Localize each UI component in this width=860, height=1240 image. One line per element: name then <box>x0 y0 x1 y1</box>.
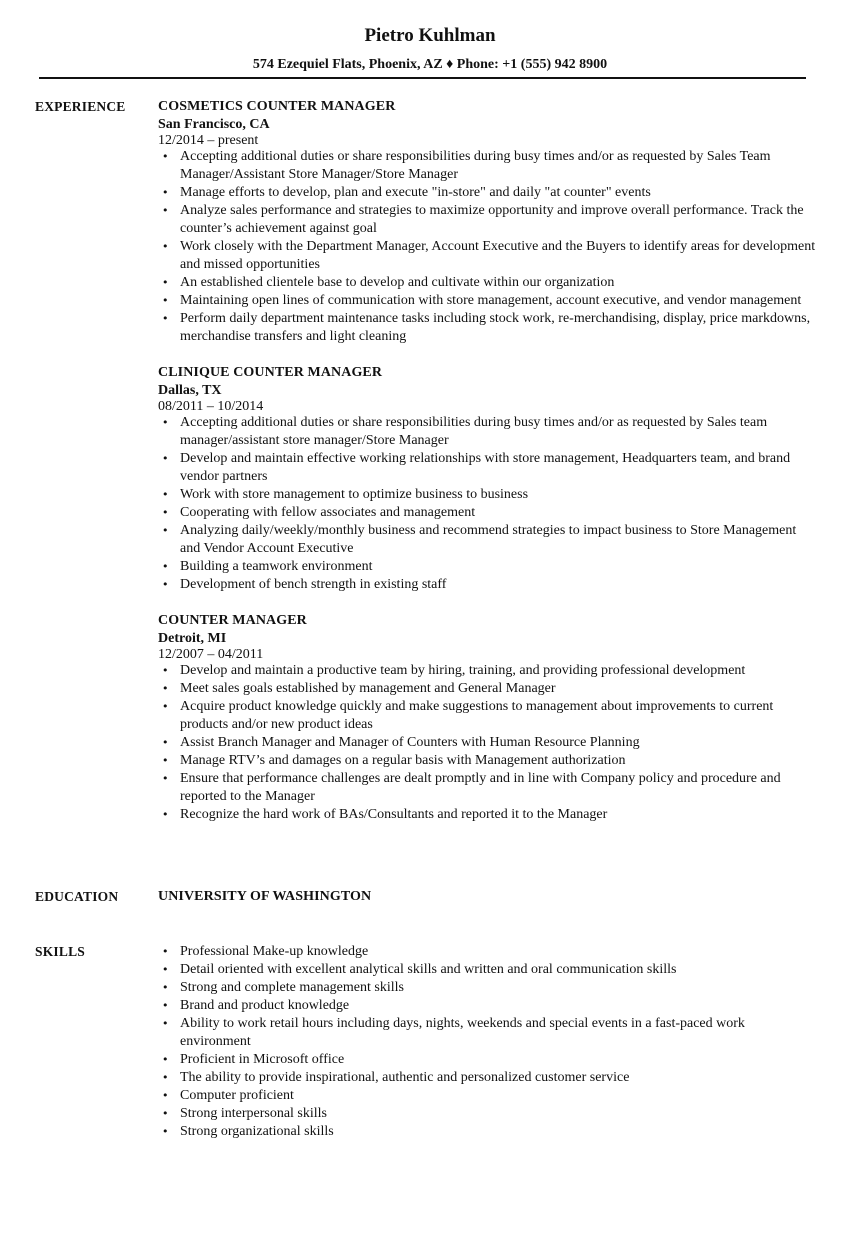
education-body <box>158 888 818 906</box>
job-bullet: • Meet sales goals established by management and General Manager <box>158 680 818 698</box>
job-title: COSMETICS COUNTER MANAGER <box>158 99 396 114</box>
job-bullet: • Perform daily department maintenance tasks including stock work, re-merchandising, display, price markdowns, merchandise transfers and light cleaning <box>158 310 818 346</box>
job-location: San Francisco, CA <box>158 117 270 132</box>
skill-item: • Professional Make-up knowledge <box>158 943 818 961</box>
skill-item: • Strong and complete management skills <box>158 979 818 997</box>
job-bullet: • An established clientele base to develop and cultivate within our organization <box>158 274 818 292</box>
job-bullet: • Work closely with the Department Manager, Account Executive and the Buyers to identify areas for development and missed opportunities <box>158 238 818 274</box>
job-bullet: • Acquire product knowledge quickly and make suggestions to management about improvements to current products and/or new product ideas <box>158 698 818 734</box>
skill-item: • Brand and product knowledge <box>158 997 818 1015</box>
skill-item: • Computer proficient <box>158 1087 818 1105</box>
section-label-experience: EXPERIENCE <box>35 99 126 114</box>
job-bullets <box>158 148 818 346</box>
header-divider <box>39 77 806 79</box>
skills-list <box>158 943 818 1141</box>
job-dates: 12/2014 – present <box>158 133 259 148</box>
job-title: CLINIQUE COUNTER MANAGER <box>158 365 383 380</box>
candidate-name: Pietro Kuhlman <box>364 25 496 46</box>
skill-item: • Strong organizational skills <box>158 1123 818 1141</box>
job-bullet: • Assist Branch Manager and Manager of Counters with Human Resource Planning <box>158 734 818 752</box>
job-dates: 12/2007 – 04/2011 <box>158 647 264 662</box>
contact-line: 574 Ezequiel Flats, Phoenix, AZ ♦ Phone: +1 (555) 942 8900 <box>252 57 608 72</box>
job-bullet: • Develop and maintain a productive team by hiring, training, and providing professional development <box>158 662 818 680</box>
job-bullet: • Cooperating with fellow associates and management <box>158 504 818 522</box>
job-bullets <box>158 662 818 824</box>
job-bullet: • Accepting additional duties or share responsibilities during busy times and/or as requested by Sales team manager/assistant store manager/Store Manager <box>158 414 818 450</box>
job-bullet: • Manage RTV’s and damages on a regular basis with Management authorization <box>158 752 818 770</box>
job-bullet: • Accepting additional duties or share responsibilities during busy times and/or as requested by Sales Team Manager/Assistant Store Manager/Store Manager <box>158 148 818 184</box>
job-bullet: • Maintaining open lines of communication with store management, account executive, and vendor management <box>158 292 818 310</box>
skills-body <box>158 943 818 1141</box>
job-bullet: • Recognize the hard work of BAs/Consultants and reported it to the Manager <box>158 806 818 824</box>
job-bullet: • Analyze sales performance and strategies to maximize opportunity and improve overall performance. Track the counter’s achievement against goal <box>158 202 818 238</box>
job-location: Dallas, TX <box>158 383 222 398</box>
resume-header <box>0 24 860 74</box>
job-bullet: • Manage efforts to develop, plan and execute "in-store" and daily "at counter" events <box>158 184 818 202</box>
section-label-skills: SKILLS <box>35 944 85 959</box>
skill-item: • Ability to work retail hours including days, nights, weekends and special events in a fast-paced work environment <box>158 1015 818 1051</box>
job-entry <box>158 364 818 594</box>
section-label-education: EDUCATION <box>35 889 119 904</box>
job-bullet: • Develop and maintain effective working relationships with store management, Headquarters team, and brand vendor partners <box>158 450 818 486</box>
job-bullet: • Work with store management to optimize business to business <box>158 486 818 504</box>
job-bullet: • Ensure that performance challenges are dealt promptly and in line with Company policy and procedure and reported to the Manager <box>158 770 818 806</box>
job-dates: 08/2011 – 10/2014 <box>158 399 264 414</box>
job-bullet: • Development of bench strength in existing staff <box>158 576 818 594</box>
experience-list <box>158 98 818 842</box>
education-school: UNIVERSITY OF WASHINGTON <box>158 889 372 904</box>
skill-item: • The ability to provide inspirational, authentic and personalized customer service <box>158 1069 818 1087</box>
job-bullets <box>158 414 818 594</box>
job-bullet: • Building a teamwork environment <box>158 558 818 576</box>
job-entry <box>158 98 818 346</box>
skill-item: • Proficient in Microsoft office <box>158 1051 818 1069</box>
skill-item: • Detail oriented with excellent analytical skills and written and oral communication skills <box>158 961 818 979</box>
job-location: Detroit, MI <box>158 631 227 646</box>
job-bullet: • Analyzing daily/weekly/monthly business and recommend strategies to impact business to Store Management and Vendor Account Executive <box>158 522 818 558</box>
skill-item: • Strong interpersonal skills <box>158 1105 818 1123</box>
job-title: COUNTER MANAGER <box>158 613 307 628</box>
job-entry <box>158 612 818 824</box>
